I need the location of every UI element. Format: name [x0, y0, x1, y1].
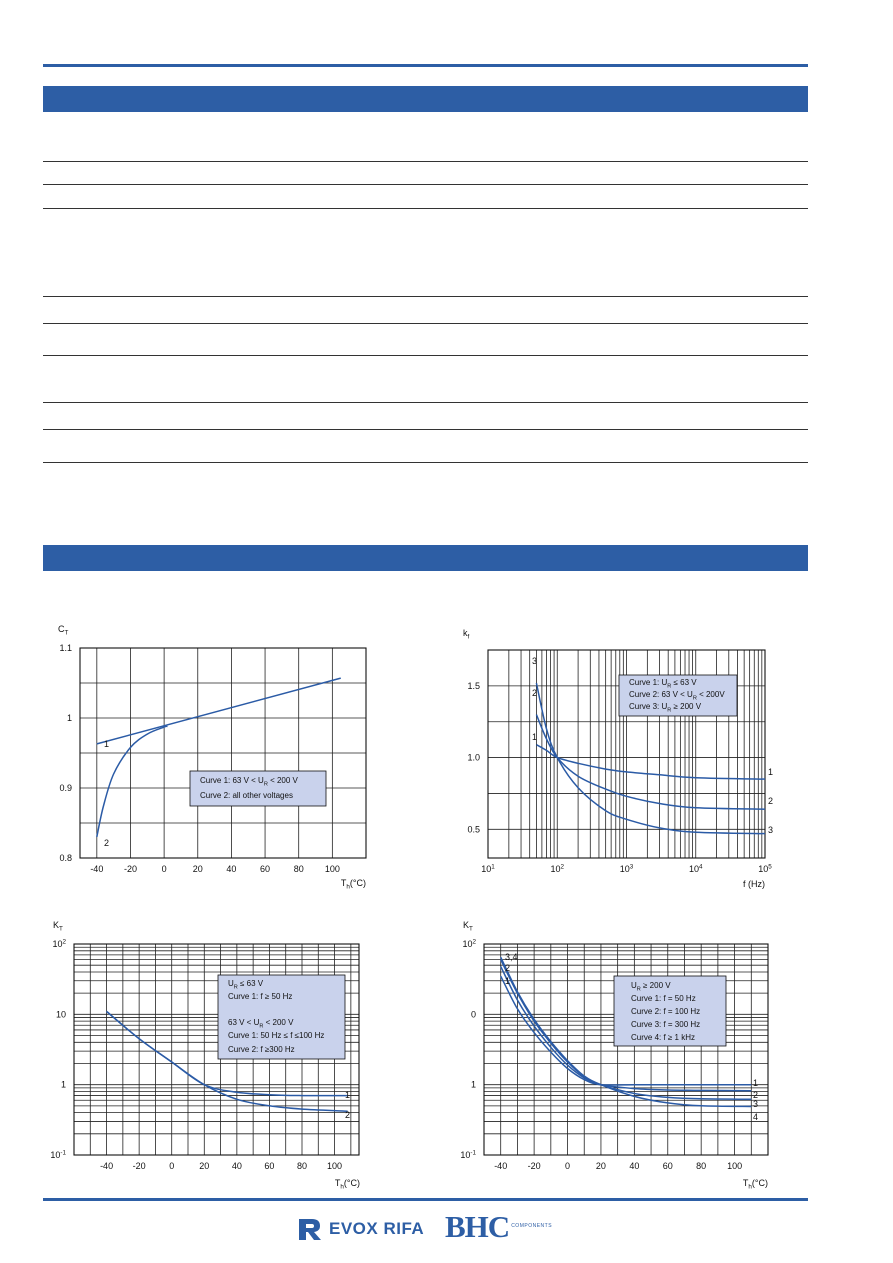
y-tick-label: 1: [66, 713, 72, 723]
series-line-1: [536, 745, 765, 779]
bhc-subtext: COMPONENTS: [511, 1223, 553, 1229]
x-tick-label: -20: [123, 864, 137, 874]
y-tick-label: 1.5: [467, 680, 480, 691]
legend-entry: Curve 3: f = 300 Hz: [631, 1020, 701, 1029]
x-tick-label: 100: [727, 1161, 743, 1171]
x-tick-label: 20: [192, 864, 203, 874]
x-tick-label: $10^2$: [550, 863, 565, 874]
x-tick-label: 60: [260, 864, 271, 874]
legend-entry: 63 $V < U_R < 200$ V: [228, 1018, 294, 1030]
x-tick-label: 60: [264, 1161, 275, 1171]
chart-4: [460, 920, 768, 1191]
series-label: 2: [532, 688, 538, 698]
y-tick-label: 1: [470, 1079, 476, 1090]
series-label: 1: [753, 1078, 759, 1088]
x-tick-label: 100: [327, 1161, 343, 1171]
legend-entry: Curve 4: f ≥ 1 kHz: [631, 1033, 695, 1042]
series-label: 2: [104, 838, 110, 848]
series-label: 1: [532, 732, 538, 742]
y-axis-label: $C_T$: [58, 624, 69, 637]
x-tick-label: 0: [565, 1161, 571, 1171]
x-tick-label: 60: [662, 1161, 673, 1171]
y-axis-label: $k_f$: [463, 628, 470, 641]
x-tick-label: 40: [629, 1161, 640, 1171]
x-axis-label: $T_h(^\circ C)$: [334, 1178, 360, 1191]
y-tick-label: $10^{-1}$: [460, 1149, 476, 1160]
x-tick-label: 0: [161, 864, 167, 874]
evox-rifa-text: EVOX RIFA: [329, 1219, 425, 1238]
y-tick-label: 0: [470, 1009, 476, 1020]
series-label: 2: [505, 963, 511, 973]
y-tick-label: 0.5: [467, 824, 480, 835]
legend-entry: Curve 1: 50 Hz ≤ f ≤100 Hz: [228, 1031, 325, 1040]
legend-entry: Curve 2: f = 100 Hz: [631, 1007, 701, 1016]
series-label: 3: [532, 656, 538, 666]
series-label: 1: [505, 976, 511, 986]
x-tick-label: $10^1$: [481, 863, 495, 874]
x-tick-label: $10^3$: [619, 863, 634, 874]
bhc-logo: [445, 1210, 552, 1244]
x-tick-label: 40: [231, 1161, 242, 1171]
x-tick-label: -40: [90, 864, 104, 874]
x-tick-label: -40: [494, 1161, 508, 1171]
y-tick-label: 1: [60, 1079, 66, 1090]
y-tick-label: $10^2$: [52, 938, 66, 949]
evox-rifa-mark-icon: [297, 1216, 323, 1242]
y-tick-label: $10^2$: [462, 938, 476, 949]
legend-entry: Curve 1: f ≥ 50 Hz: [228, 992, 293, 1001]
series-label: 2: [753, 1090, 759, 1100]
x-tick-label: -20: [527, 1161, 541, 1171]
y-tick-label: 1.0: [467, 752, 480, 763]
x-tick-label: 20: [595, 1161, 606, 1171]
y-tick-label: 10: [55, 1009, 66, 1020]
x-tick-label: $10^5$: [758, 863, 772, 874]
series-label: 3: [768, 825, 774, 835]
series-label: 1: [768, 767, 774, 777]
legend-entry: Curve 2: 63 $V < U_R < 200V$: [629, 690, 725, 702]
x-tick-label: 40: [226, 864, 237, 874]
bhc-text: BHC: [445, 1209, 510, 1244]
legend-entry: Curve 3: $U_R \ge 200$ V: [629, 702, 702, 714]
y-tick-label: 0.9: [59, 783, 72, 793]
x-tick-label: 0: [169, 1161, 175, 1171]
y-tick-label: 1.1: [59, 643, 72, 653]
y-axis-label: $K_T$: [463, 920, 473, 933]
x-tick-label: 80: [296, 1161, 308, 1171]
legend-entry: Curve 1: $U_R \le 63$ V: [629, 678, 697, 690]
x-tick-label: 20: [199, 1161, 210, 1171]
chart-3: [50, 920, 360, 1191]
y-tick-label: $10^{-1}$: [50, 1149, 66, 1160]
series-label: 2: [345, 1110, 351, 1120]
series-label: 3: [753, 1099, 759, 1109]
legend-entry: Curve 1: 63 $V < U_R < 200$ V: [200, 776, 298, 788]
legend-entry: $U_R \le 63$ V: [228, 979, 264, 991]
evox-rifa-logo: [297, 1216, 424, 1242]
chart-2: [463, 628, 773, 889]
x-tick-label: $10^4$: [688, 863, 703, 874]
grid-lines: [80, 648, 366, 858]
legend-entry: Curve 2: all other voltages: [200, 791, 293, 800]
series-label: 1: [104, 739, 110, 749]
x-tick-label: 100: [324, 864, 340, 874]
x-axis-label: $T_h(^\circ C)$: [340, 878, 366, 891]
legend-entry: Curve 1: f = 50 Hz: [631, 994, 696, 1003]
x-axis-label: $T_h(^\circ C)$: [742, 1178, 768, 1191]
x-tick-label: -20: [132, 1161, 146, 1171]
y-axis-label: $K_T$: [53, 920, 63, 933]
y-tick-label: 0.8: [59, 853, 72, 863]
series-label: 4: [753, 1112, 759, 1122]
series-label: 3,4: [505, 952, 518, 962]
legend-entry: $U_R \ge 200$ V: [631, 981, 671, 993]
x-tick-label: 80: [293, 864, 304, 874]
series-label: 2: [768, 796, 774, 806]
x-tick-label: 80: [696, 1161, 707, 1171]
legend-entry: Curve 2: f ≥300 Hz: [228, 1045, 295, 1054]
x-axis-label: f (Hz): [743, 879, 765, 889]
series-label: 1: [345, 1090, 351, 1100]
chart-1: [58, 624, 366, 891]
x-tick-label: -40: [100, 1161, 114, 1171]
series-line-1: [97, 678, 341, 744]
